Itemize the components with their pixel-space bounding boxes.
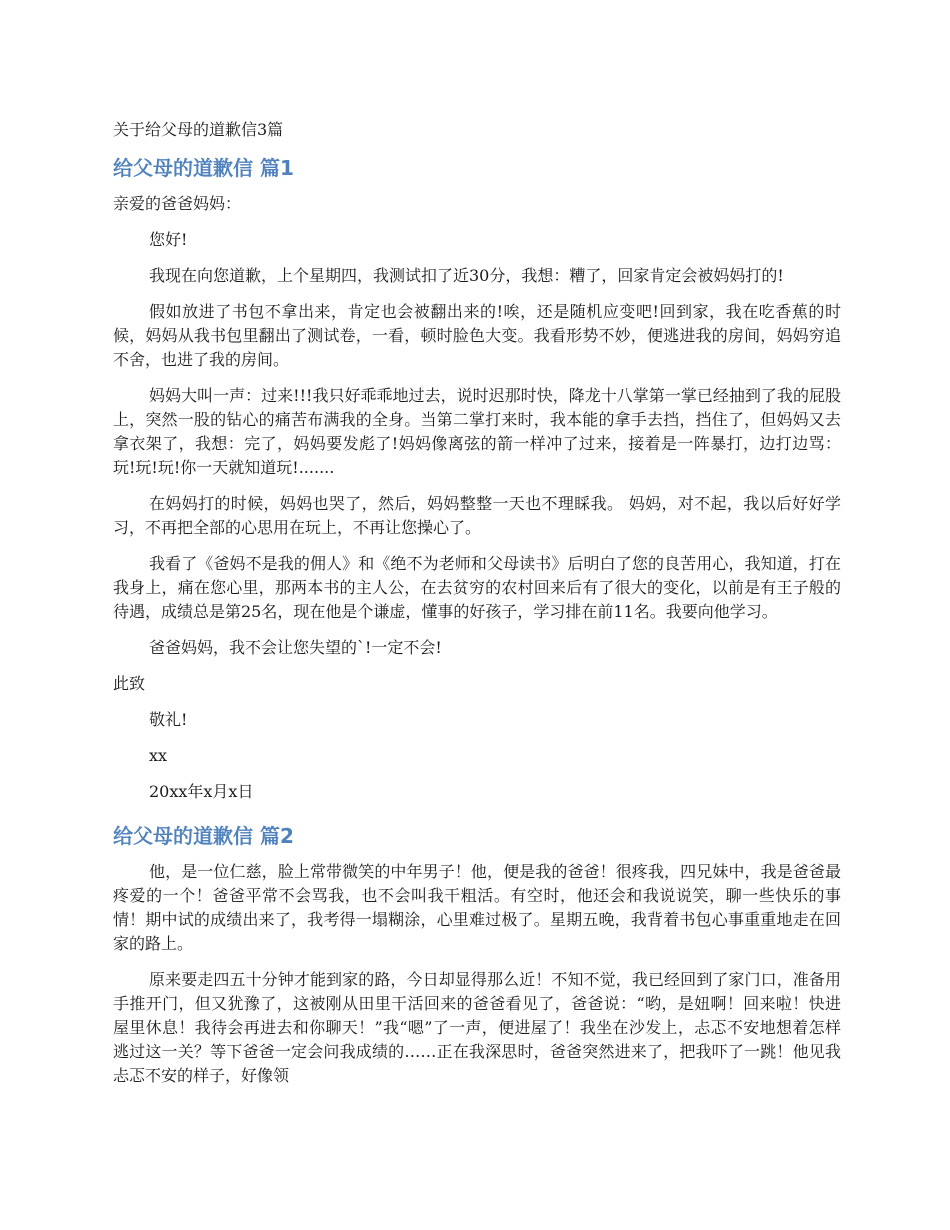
paragraph: 我现在向您道歉，上个星期四，我测试扣了近30分，我想：糟了，回家肯定会被妈妈打的! [149, 266, 784, 285]
document-page [113, 118, 841, 1100]
paragraph: 他，是一位仁慈，脸上常带微笑的中年男子！他，便是我的爸爸！很疼我，四兄妹中，我是爸爸最疼爱的一个！爸爸平常不会骂我，也不会叫我干粗活。有空时，他还会和我说说笑，聊一些快乐的事情！期中试的成绩出来了，我考得一塌糊涂，心里难过极了。星期五晚，我背着书包心事重重地走在回家的路上。 [113, 862, 841, 953]
paragraph: 假如放进了书包不拿出来，肯定也会被翻出来的!唉，还是随机应变吧!回到家，我在吃香蕉的时候，妈妈从我书包里翻出了测试卷，一看，顿时脸色大变。我看形势不妙，便逃进我的房间，妈妈穷追不舍，也进了我的房间。 [113, 302, 841, 369]
paragraph: 您好! [149, 230, 188, 249]
paragraph: 原来要走四五十分钟才能到家的路，今日却显得那么近！不知不觉，我已经回到了家门口，准备用手推开门，但又犹豫了，这被刚从田里干活回来的爸爸看见了，爸爸说：“哟，是妞啊！回来啦！快进屋里休息！我待会再进去和你聊天！”我“嗯”了一声，便进屋了！我坐在沙发上，忐忑不安地想着怎样逃过这一关？等下爸爸一定会问我成绩的……正在我深思时，爸爸突然进来了，把我吓了一跳！他见我忐忑不安的样子，好像领 [113, 970, 841, 1085]
paragraph: 我看了《爸妈不是我的佣人》和《绝不为老师和父母读书》后明白了您的良苦用心，我知道，打在我身上，痛在您心里，那两本书的主人公，在去贫穷的农村回来后有了很大的变化，以前是有王子般的待遇，成绩总是第25名，现在他是个谦虚，懂事的好孩子，学习排在前11名。我要向他学习。 [113, 554, 841, 621]
section-heading-1: 给父母的道歉信 篇1 [113, 156, 294, 180]
document-title: 关于给父母的道歉信3篇 [113, 120, 284, 139]
salutation: 亲爱的爸爸妈妈： [113, 194, 242, 213]
paragraph: 在妈妈打的时候，妈妈也哭了，然后，妈妈整整一天也不理睬我。 妈妈，对不起，我以后好好学习，不再把全部的心思用在玩上，不再让您操心了。 [113, 494, 841, 537]
paragraph: 妈妈大叫一声：过来!!!我只好乖乖地过去，说时迟那时快，降龙十八掌第一掌已经抽到了我的屁股上，突然一股的钻心的痛苦布满我的全身。当第二掌打来时，我本能的拿手去挡，挡住了，但妈妈又去拿衣架了，我想：完了，妈妈要发彪了!妈妈像离弦的箭一样冲了过来，接着是一阵暴打，边打边骂：玩!玩!玩!你一天就知道玩!....... [113, 386, 841, 477]
section-heading-2: 给父母的道歉信 篇2 [113, 824, 294, 848]
regards-line: 敬礼! [149, 710, 188, 729]
signature: xx [149, 746, 168, 765]
letter-date: 20xx年x月x日 [149, 782, 254, 801]
closing-line: 此致 [113, 674, 146, 693]
paragraph: 爸爸妈妈，我不会让您失望的`!一定不会! [149, 638, 442, 657]
letter-section-2 [113, 822, 841, 1088]
letter-section-1 [113, 154, 841, 804]
